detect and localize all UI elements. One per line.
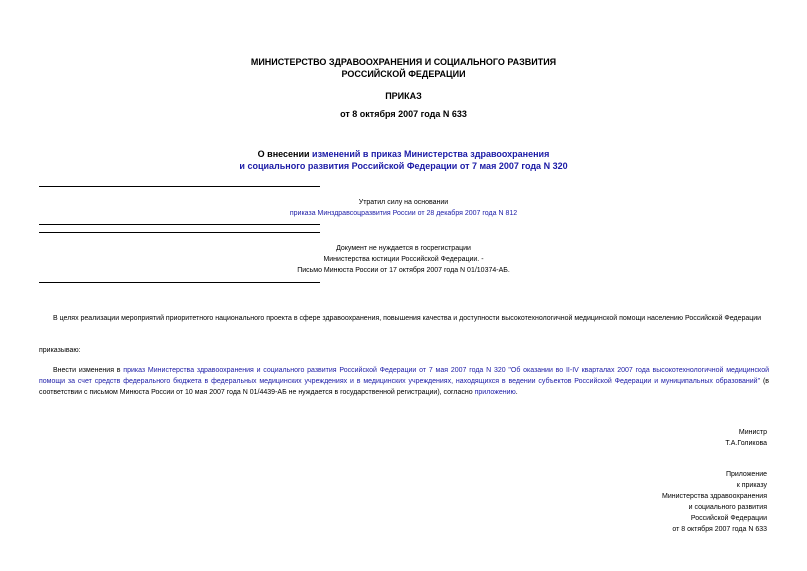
title-link-amended-order[interactable]: изменений в приказ Министерства здравоохранения [312, 149, 550, 159]
ministry-line-2: РОССИЙСКОЙ ФЕДЕРАЦИИ [341, 69, 466, 79]
document-date: от 8 октября 2007 года N 633 [340, 109, 467, 119]
title-line-1 [0, 148, 807, 160]
order-paragraph [39, 365, 769, 398]
preamble-paragraph: В целях реализации мероприятий приоритетного национального проекта в сфере здравоохранения, повышения качества и доступности высокотехнологичной медицинской помощи населению Российской Федерации [53, 315, 762, 322]
title-line-2[interactable]: и социального развития Российской Федерации от 7 мая 2007 года N 320 [239, 161, 568, 171]
order-word: приказываю: [39, 347, 81, 354]
signature-title: Министр [738, 429, 767, 436]
order-320-link[interactable]: приказ Министерства здравоохранения и социального развития Российской Федерации от 7 мая 2007 года N 320 "Об оказании во II-IV кварталах 2007 года высокотехнологичной медицинской помощи за счет средств федерального бюджета в федеральных медицинских учреждениях и в медицинских учреждениях, находящихся в ведении субъектов Российской Федерации и муниципальных образований" [39, 367, 769, 385]
order-text-end: . [515, 389, 518, 396]
divider [39, 186, 320, 187]
document-title [0, 148, 807, 172]
appendix-link[interactable]: приложению [474, 389, 516, 396]
ministry-line-1: МИНИСТЕРСТВО ЗДРАВООХРАНЕНИЯ И СОЦИАЛЬНОГО РАЗВИТИЯ [250, 57, 557, 67]
appendix-header [662, 469, 767, 535]
appendix-line-6: от 8 октября 2007 года N 633 [672, 526, 767, 533]
registration-note-line-2: Министерства юстиции Российской Федерации. - [323, 256, 484, 263]
registration-note [0, 243, 807, 276]
ministry-name [0, 56, 807, 80]
appendix-line-1: Приложение [725, 471, 767, 478]
repeal-note-text: Утратил силу на основании [358, 199, 449, 206]
appendix-line-3: Министерства здравоохранения [662, 493, 767, 500]
divider [39, 224, 320, 225]
repeal-order-link[interactable]: приказа Минздравсоцразвития России от 28 декабря 2007 года N 812 [289, 210, 518, 217]
appendix-line-2: к приказу [736, 482, 767, 489]
appendix-line-4: и социального развития [688, 504, 767, 511]
document-type: ПРИКАЗ [385, 91, 422, 101]
order-text-middle: (в соответствии с письмом Минюста России от 10 мая 2007 года N 01/4439-АБ не нуждается в государственной регистрации), согласно [39, 378, 769, 396]
title-prefix: О внесении [257, 149, 313, 159]
signature-block [725, 427, 767, 449]
repeal-note [0, 197, 807, 219]
divider [39, 282, 320, 283]
registration-note-line-3: Письмо Минюста России от 17 октября 2007 года N 01/10374-АБ. [297, 267, 510, 274]
appendix-line-5: Российской Федерации [690, 515, 767, 522]
registration-note-line-1: Документ не нуждается в госрегистрации [336, 245, 471, 252]
divider [39, 232, 320, 233]
order-text-start: Внести изменения в [53, 367, 124, 374]
signature-name: Т.А.Голикова [725, 440, 767, 447]
